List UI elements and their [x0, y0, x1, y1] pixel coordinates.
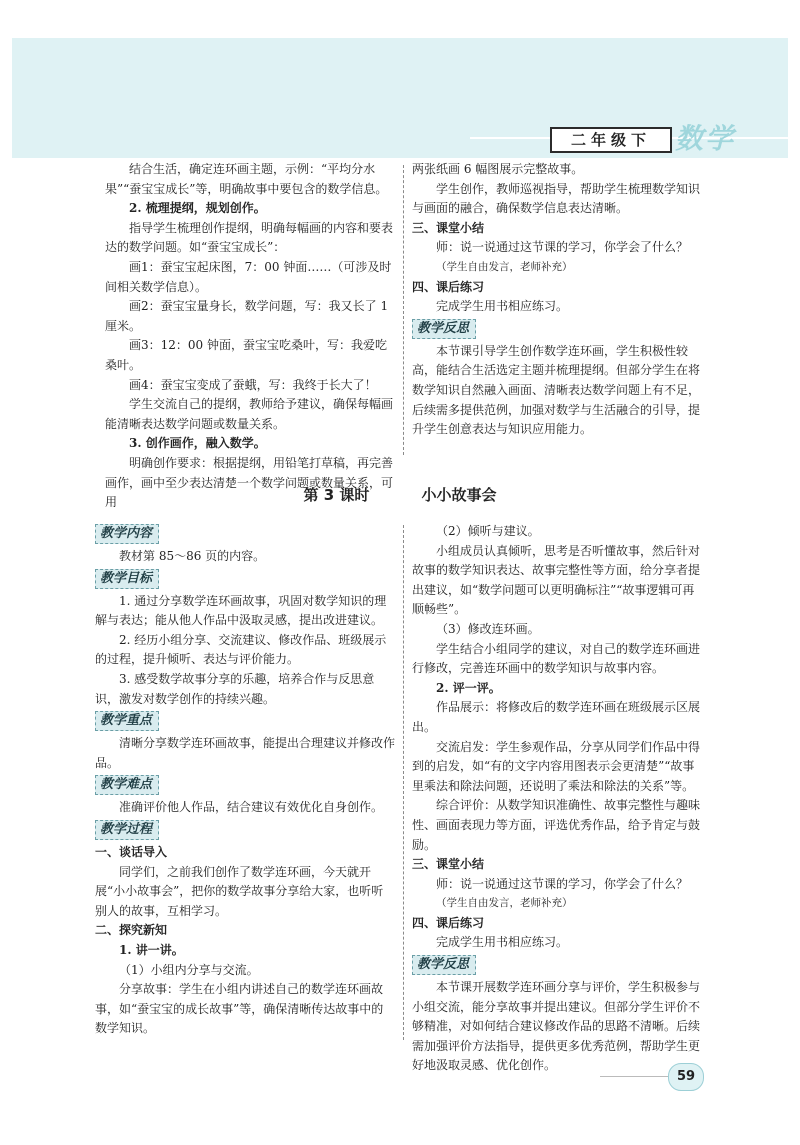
- paragraph: 同学们，之前我们创作了数学连环画，今天就开展“小小故事会”，把你的数学故事分享给大家，也听听别人的故事，互相学习。: [95, 864, 384, 918]
- note: （学生自由发言，老师补充）: [436, 897, 573, 910]
- paragraph: 结合生活，确定连环画主题，示例：“平均分水果”“蚕宝宝成长”等，明确故事中要包含的数学信息。: [105, 162, 388, 196]
- lesson-name: 小小故事会: [421, 486, 497, 504]
- paragraph: 明确创作要求：根据提纲，用铅笔打草稿，再完善画作，画中至少表达清楚一个数学问题或数量关系，可用: [105, 455, 394, 510]
- paragraph: 清晰分享数学连环画故事，能提出合理建议并修改作品。: [95, 736, 396, 770]
- goal-item: 2. 经历小组分享、交流建议、修改作品、班级展示的过程，提升倾听、表达与评价能力。: [95, 632, 387, 667]
- bottom-left-column: [95, 522, 395, 1039]
- top-left-column: [105, 160, 395, 513]
- paragraph: 小组成员认真倾听，思考是否听懂故事，然后针对故事的数学知识表达、故事完整性等方面，给分享者提出建议，如“数学问题可以更明确标注”“故事逻辑可再顺畅些”。: [412, 543, 701, 617]
- paragraph: 交流启发：学生参观作品，分享从同学们作品中得到的启发，如“有的文字内容用图表示会更清楚”“故事里乘法和除法问题，还说明了乘法和除法的关系”等。: [412, 739, 701, 793]
- goal-item: 3. 感受数学故事分享的乐趣，培养合作与反思意识，激发对数学创作的持续兴趣。: [95, 671, 375, 706]
- section-heading: 四、课后练习: [412, 915, 485, 930]
- paragraph: 两张纸画 6 幅图展示完整故事。: [412, 162, 584, 176]
- paragraph: （3）修改连环画。: [436, 621, 540, 636]
- paragraph: 学生交流自己的提纲，教师给予建议，确保每幅画能清晰表达数学问题或数量关系。: [105, 397, 394, 431]
- paragraph: 指导学生梳理创作提纲，明确每幅画的内容和要表达的数学问题。如“蚕宝宝成长”：: [105, 220, 394, 255]
- difficulty-tag: 教学难点: [95, 775, 159, 795]
- paragraph: 学生结合小组同学的建议，对自己的数学连环画进行修改，完善连环画中的数学知识与故事内容。: [412, 641, 701, 676]
- paragraph: 完成学生用书相应练习。: [436, 299, 569, 314]
- paragraph: 师：说一说通过这节课的学习，你学会了什么？: [436, 240, 689, 255]
- reflection-tag: 教学反思: [412, 955, 476, 975]
- process-tag: 教学过程: [95, 820, 159, 840]
- section-heading: 三、课堂小结: [412, 857, 485, 872]
- section-heading: 二、探究新知: [95, 923, 168, 938]
- paragraph: 画4：蚕宝宝变成了蚕蛾，写：我终于长大了！: [129, 377, 377, 392]
- paragraph: 画3：12：00 钟面，蚕宝宝吃桑叶，写：我爱吃桑叶。: [105, 338, 387, 372]
- step-heading: 2. 梳理提纲，规划创作。: [129, 201, 266, 216]
- top-right-column: [412, 160, 702, 440]
- page-number: 59: [668, 1063, 704, 1091]
- section-heading: 三、课堂小结: [412, 220, 485, 235]
- reflection-tag: 教学反思: [412, 319, 476, 339]
- paragraph: 学生创作，教师巡视指导，帮助学生梳理数学知识与画面的融合，确保数学信息表达清晰。: [412, 181, 701, 216]
- grade-label: 二年级下: [550, 127, 672, 153]
- lesson-number: 第 3 课时: [303, 486, 370, 504]
- goals-tag: 教学目标: [95, 569, 159, 589]
- step-heading: 2. 评一评。: [436, 680, 501, 695]
- subject-watermark: 数学: [675, 122, 736, 155]
- column-divider: [403, 525, 404, 1040]
- goal-item: 1. 通过分享数学连环画故事，巩固对数学知识的理解与表达；能从他人作品中汲取灵感，提出改进建议。: [95, 593, 387, 628]
- section-heading: 一、谈话导入: [95, 844, 168, 859]
- paragraph: （2）倾听与建议。: [436, 524, 540, 538]
- page-number-rule: [600, 1076, 670, 1077]
- paragraph: 作品展示：将修改后的数学连环画在班级展示区展出。: [412, 700, 701, 734]
- paragraph: 画2：蚕宝宝量身长，数学问题，写：我又长了 1 厘米。: [105, 299, 389, 333]
- paragraph: （1）小组内分享与交流。: [119, 962, 259, 977]
- paragraph: 分享故事：学生在小组内讲述自己的数学连环画故事，如“蚕宝宝的成长故事”等，确保清晰传达故事中的数学知识。: [95, 982, 384, 1036]
- key-points-tag: 教学重点: [95, 711, 159, 731]
- paragraph: 准确评价他人作品，结合建议有效优化自身创作。: [119, 800, 384, 815]
- content-tag: 教学内容: [95, 524, 159, 544]
- paragraph: 师：说一说通过这节课的学习，你学会了什么？: [436, 876, 689, 891]
- paragraph: 教材第 85～86 页的内容。: [119, 549, 266, 563]
- bottom-right-column: [412, 522, 702, 1076]
- paragraph: 画1：蚕宝宝起床图，7：00 钟面……（可涉及时间相关数学信息）。: [105, 259, 392, 294]
- lesson-title: [0, 484, 800, 505]
- section-heading: 四、课后练习: [412, 279, 485, 294]
- reflection-text: 本节课开展数学连环画分享与评价，学生积极参与小组交流，能分享故事并提出建议。但部分学生评价不够精准，对如何结合建议修改作品的思路不清晰。后续需加强评价方法指导，提供更多优秀范例，帮助学生更好地汲取灵感、优化创作。: [412, 980, 701, 1073]
- note: （学生自由发言，老师补充）: [436, 260, 573, 273]
- reflection-text: 本节课引导学生创作数学连环画，学生积极性较高，能结合生活选定主题并梳理提纲。但部分学生在将数学知识自然融入画面、清晰表达数学问题上有不足，后续需多提供范例，加强对数学与生活融合的引导，提升学生创意表达与知识应用能力。: [412, 343, 701, 437]
- step-heading: 3. 创作画作，融入数学。: [129, 436, 266, 451]
- paragraph: 完成学生用书相应练习。: [436, 935, 569, 950]
- paragraph: 综合评价：从数学知识准确性、故事完整性与趣味性、画面表现力等方面，评选优秀作品，给予肯定与鼓励。: [412, 798, 701, 852]
- step-heading: 1. 讲一讲。: [119, 942, 184, 957]
- column-divider: [403, 165, 404, 455]
